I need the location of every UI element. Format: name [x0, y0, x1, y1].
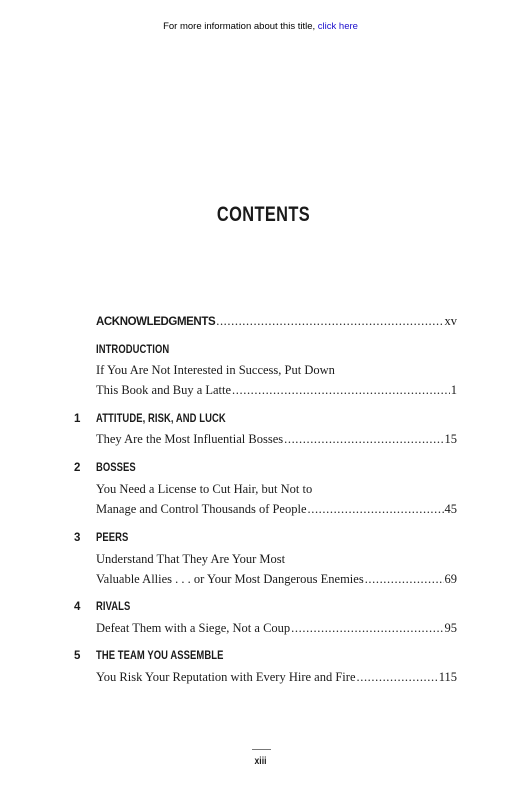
dot-leader [365, 572, 444, 587]
chapter-number: 3 [74, 532, 81, 544]
toc-heading: ACKNOWLEDGMENTS [96, 316, 216, 328]
dot-leader [291, 621, 443, 636]
toc-heading: INTRODUCTION [96, 344, 170, 356]
chapter-number: 5 [74, 650, 81, 662]
toc-leader-line [96, 670, 457, 685]
title-info-text: For more information about this title, [163, 21, 318, 32]
toc-leader-line [96, 432, 457, 447]
toc-subtitle-line: Manage and Control Thousands of People [96, 502, 307, 516]
toc-heading: ATTITUDE, RISK, AND LUCK [96, 413, 226, 425]
chapter-number: 4 [74, 601, 81, 613]
toc-leader-line [96, 502, 457, 517]
dot-leader [216, 314, 443, 329]
page-title: CONTENTS [216, 203, 311, 226]
toc-subtitle-line: You Need a License to Cut Hair, but Not to [96, 482, 313, 496]
toc-subtitle-line: Defeat Them with a Siege, Not a Coup [96, 621, 291, 635]
dot-leader [308, 502, 444, 517]
chapter-number: 2 [74, 462, 81, 474]
toc-subtitle-line: This Book and Buy a Latte [96, 383, 232, 397]
toc-heading: BOSSES [96, 462, 136, 474]
dot-leader [357, 670, 438, 685]
toc-page-number: 115 [438, 670, 457, 684]
toc-subtitle-line: They Are the Most Influential Bosses [96, 432, 284, 446]
toc-subtitle-line: Understand That They Are Your Most [96, 552, 286, 566]
toc-heading: RIVALS [96, 601, 131, 613]
toc-page-number: 95 [444, 621, 457, 635]
toc-page-number: 15 [444, 432, 457, 446]
toc-leader-line [96, 383, 457, 398]
toc-leader-line [96, 314, 457, 329]
toc-leader-line [96, 572, 457, 587]
chapter-number: 1 [74, 413, 81, 425]
toc-leader-line [96, 621, 457, 636]
toc-heading: THE TEAM YOU ASSEMBLE [96, 650, 224, 662]
toc-page-number: 1 [450, 383, 457, 397]
toc-page-number: 69 [444, 572, 457, 586]
dot-leader [232, 383, 450, 398]
page-number: xiii [254, 755, 267, 767]
toc-page-number: 45 [444, 502, 457, 516]
toc-page-number: xv [444, 314, 457, 328]
toc-subtitle-line: Valuable Allies . . . or Your Most Dangerous Enemies [96, 572, 364, 586]
click-here-link[interactable]: click here [317, 21, 358, 32]
toc-subtitle-line: You Risk Your Reputation with Every Hire and Fire [96, 670, 356, 684]
toc-heading: PEERS [96, 532, 129, 544]
toc-subtitle-line: If You Are Not Interested in Success, Put Down [96, 363, 335, 377]
footer-rule [252, 749, 271, 750]
dot-leader [284, 432, 443, 447]
